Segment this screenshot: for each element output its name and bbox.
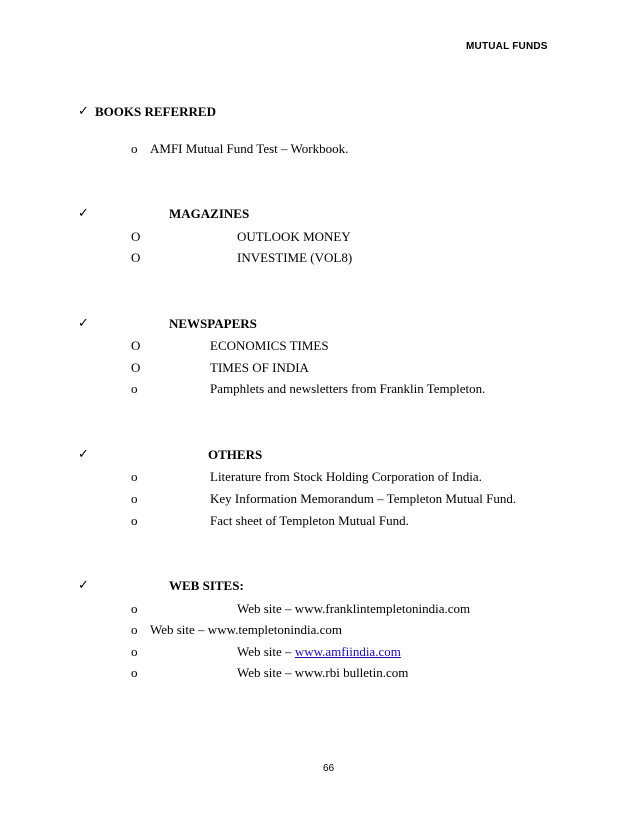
section-heading-newspapers: NEWSPAPERS [169, 316, 257, 331]
section-heading-books: BOOKS REFERRED [95, 104, 216, 119]
bullet: o [131, 491, 138, 506]
checkmark-icon: ✓ [78, 447, 89, 462]
checkmark-icon: ✓ [78, 104, 89, 119]
bullet: O [131, 229, 141, 244]
amfiindia-link[interactable]: www.amfiindia.com [294, 644, 401, 659]
checkmark-icon: ✓ [78, 316, 89, 331]
bullet: O [131, 250, 141, 265]
list-item: Key Information Memorandum – Templeton Mutual Fund. [210, 491, 517, 506]
bullet: o [131, 622, 138, 637]
list-item: Literature from Stock Holding Corporation of India. [210, 469, 482, 484]
section-heading-magazines: MAGAZINES [169, 206, 250, 221]
list-item: AMFI Mutual Fund Test – Workbook. [150, 141, 349, 156]
link-prefix: Web site – [237, 644, 295, 659]
running-header: MUTUAL FUNDS [466, 41, 548, 52]
bullet: O [131, 360, 141, 375]
section-heading-others: OTHERS [208, 447, 263, 462]
section-heading-websites: WEB SITES: [169, 578, 244, 593]
list-item: INVESTIME (VOL8) [237, 250, 353, 265]
list-item: Fact sheet of Templeton Mutual Fund. [210, 513, 409, 528]
list-item: Web site – www.rbi bulletin.com [237, 665, 409, 680]
list-item: OUTLOOK MONEY [237, 229, 351, 244]
bullet: o [131, 469, 138, 484]
bullet: o [131, 513, 138, 528]
bullet: O [131, 338, 141, 353]
bullet: o [131, 601, 138, 616]
bullet: o [131, 665, 138, 680]
list-item: Web site – www.franklintempletonindia.com [237, 601, 471, 616]
bullet: o [131, 381, 138, 396]
bullet: o [131, 644, 138, 659]
list-item [237, 644, 401, 660]
checkmark-icon: ✓ [78, 578, 89, 593]
bullet: o [131, 141, 138, 156]
checkmark-icon: ✓ [78, 206, 89, 221]
list-item: ECONOMICS TIMES [210, 338, 329, 353]
list-item: Web site – www.templetonindia.com [150, 622, 342, 637]
list-item: Pamphlets and newsletters from Franklin Templeton. [210, 381, 486, 396]
list-item: TIMES OF INDIA [210, 360, 309, 375]
page-number: 66 [323, 763, 335, 774]
